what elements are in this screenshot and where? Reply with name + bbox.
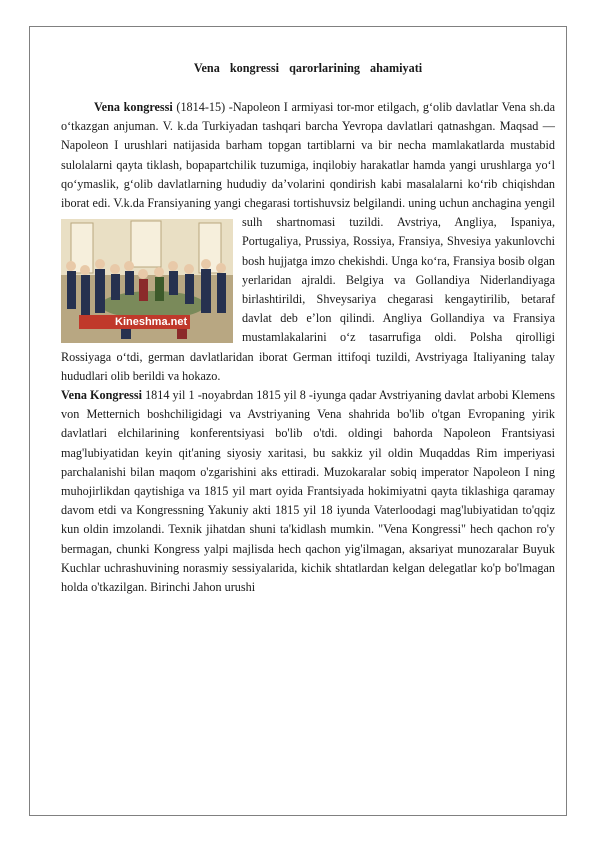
congress-painting bbox=[61, 219, 233, 343]
paragraph-1-lead: Vena kongressi bbox=[94, 100, 173, 114]
watermark-label: Kineshma.net bbox=[79, 315, 190, 329]
paragraph-1-text: (1814-15) -Napoleon I armiyasi tor-mor etilgach, g‘olib davlatlar Vena sh.da o‘tkazgan anjuman. V. k.da Turkiyadan tashqari barcha Yevropa davlatlari qatnashgan. Maqsad — Napoleon I urushlari natijasida barham topgan tartiblarni va bir necha mamlakatlarda mustabid sulolalarni qayta tiklash, bopapartchilik tuzumiga, inqilobiy harakatlar hamda yangi urushlarga yo‘l qo‘ymaslik, g‘olib davlatlarning hududiy da’volarini qondirish kabi masalalarni ko‘rib chiqishdan iborat edi. V.k.da Fransiyaning yangi chegarasi tortishuvsiz belgilandi. uning uchun anchagina yengil sulh bbox=[61, 100, 555, 230]
paragraph-1 bbox=[61, 98, 555, 386]
paragraph-2-lead: Vena Kongressi bbox=[61, 388, 142, 403]
page-title: Vena kongressi qarorlarining ahamiyati bbox=[193, 61, 423, 75]
document-body bbox=[61, 60, 555, 597]
paragraph-1-text-wrapped: shartnomasi tuzildi. Avstriya, Angliya, Ispaniya, Portugaliya, Prussiya, Rossiya, Fransiya, Shvesiya yakunlovchi bosh hujjatga imzo chekishdi. Unga ko‘ra, Fransiya bosib olgan yerlaridan ajraldi. Belgiya va Gollandiya Niderlandiyaga birlashtirildi, Shveysariya chegarasi kengaytirilib, betaraf davlat deb e’lon qilindi. Angliya Gollandiya va Fransiya mustamlakalarini o‘z tasarrufiga oldi. Polsha qirolligi Rossiyaga o‘tdi, german davlatlaridan iborat German ittifoqi tuzildi, Avstriyaga Italiyaning talay hududlari olib berildi va hokazo. bbox=[61, 215, 555, 383]
paragraph-2 bbox=[61, 386, 555, 597]
paragraph-2-text: 1814 yil 1 -noyabrdan 1815 yil 8 -iyunga qadar Avstriyaning davlat arbobi Klemens von Metternich boshchiligidagi va Avstriyaning Vena shahrida bo'lib o'tgan Evropaning yirik davlatlari elchilarining konferentsiyasi bo'lib o'tdi. oldingi bahorda Napoleon Frantsiyasi mag'lubiyatidan keyin qit'aning siyosiy xaritasi, bu sakkiz yil oldin Muqaddas Rim imperiyasi parchalanishi bilan maqom o'zgarishini aks ettiradi. Muzokaralar sobiq imperator Napoleon I ning muhojirlikdan qaytishiga va 1815 yil mart oyida Frantsiyada hokimiyatni qayta tiklashiga qaramay davom etdi va Kongressning Yakuniy akti 1815 yil 18 iyunda Vaterloodagi mag'lubiyatidan to'qqiz kun oldin imzolandi. Texnik jihatdan shuni ta'kidlash mumkin. "Vena Kongressi" hech qachon ro'y bermagan, chunki Kongress yalpi majlisda hech qachon yig'ilmagan, aksariyat munozaralar Buyuk Kuchlar uchrashuvining norasmiy sessiyalarida, kichik shtatlardan kelgan delegatlar ko'p bo'lmagan holda o'tkazilgan. Birinchi Jahon urushi bbox=[61, 388, 555, 595]
